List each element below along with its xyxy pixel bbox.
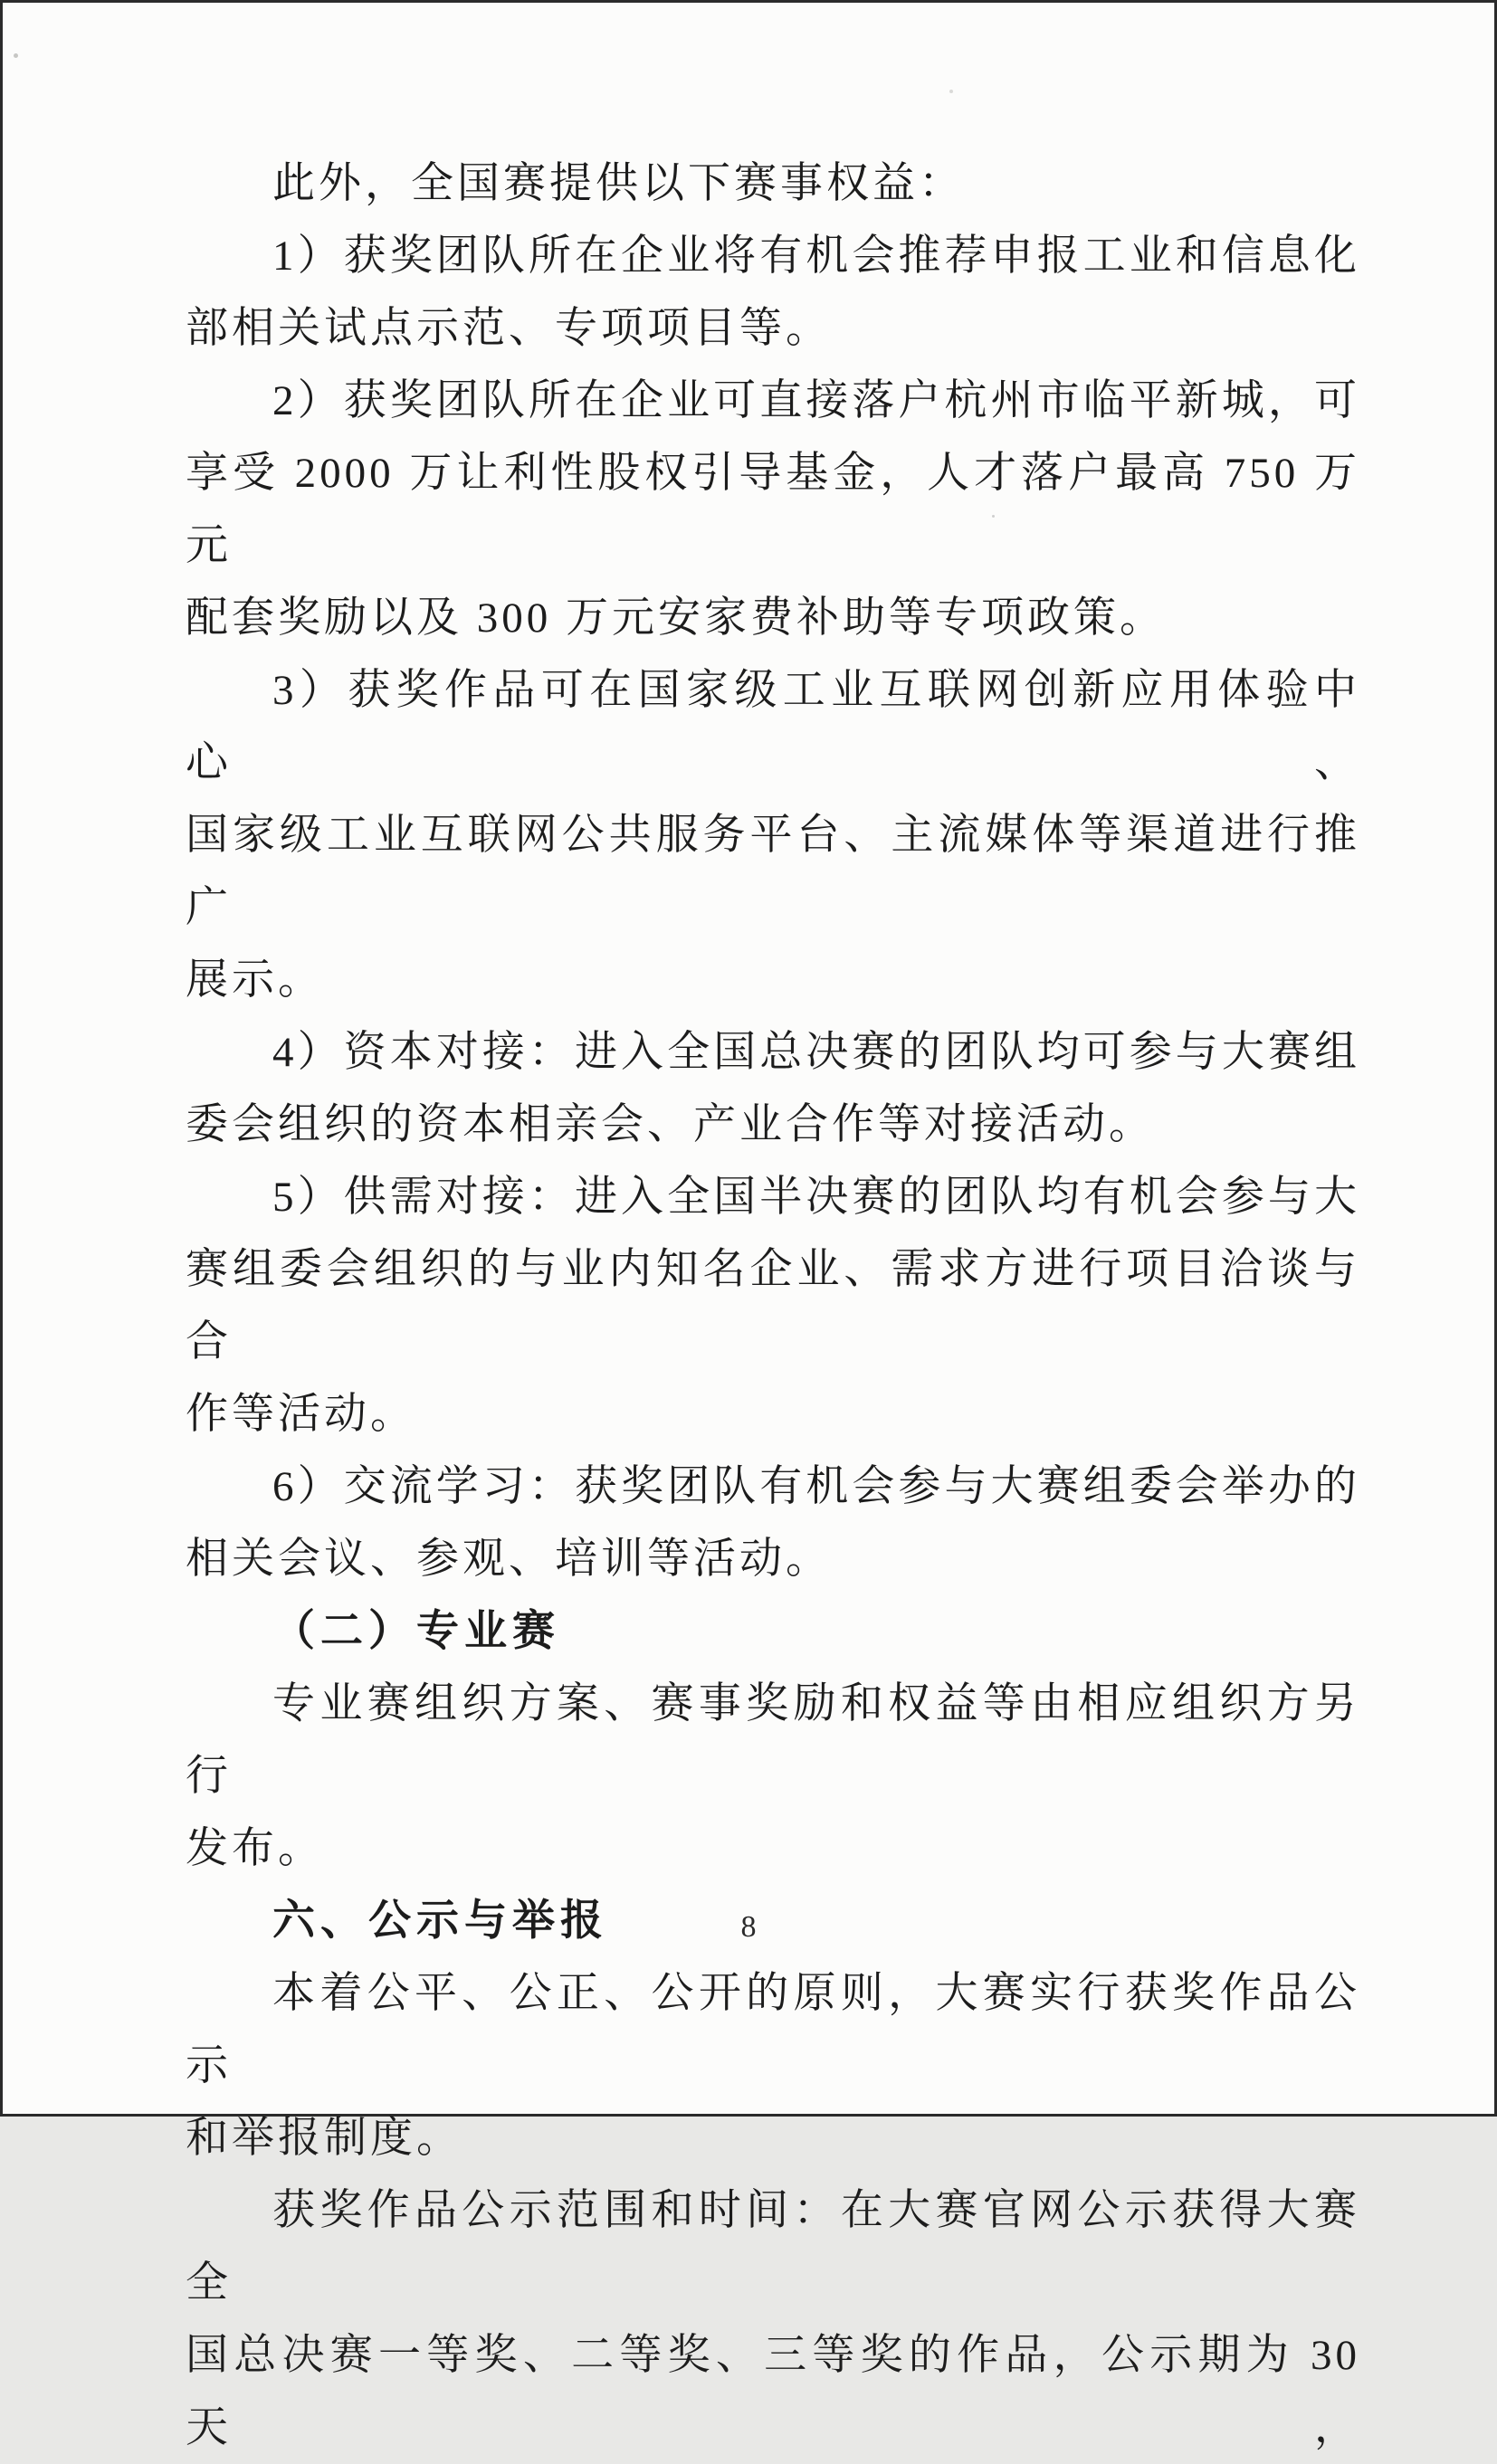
- benefit-item-5-line-3: 作等活动。: [186, 1391, 416, 1438]
- scan-speck: [949, 90, 953, 93]
- benefit-item-2-line-1: 2）获奖团队所在企业可直接落户杭州市临平新城，可: [272, 377, 1360, 424]
- benefit-item-2-line-3: 配套奖励以及 300 万元安家费补助等专项政策。: [186, 595, 1166, 642]
- publicity-principle-line-2: 和举报制度。: [186, 2115, 462, 2162]
- publicity-scope-line-1: 获奖作品公示范围和时间：在大赛官网公示获得大赛全: [186, 2187, 1360, 2307]
- benefit-item-5-line-1: 5）供需对接：进入全国半决赛的团队均有机会参与大: [272, 1174, 1360, 1221]
- benefit-item-5-line-2: 赛组委会组织的与业内知名企业、需求方进行项目洽谈与合: [186, 1246, 1360, 1365]
- benefit-item-3-line-2: 国家级工业互联网公共服务平台、主流媒体等渠道进行推广: [186, 812, 1360, 931]
- scan-speck: [14, 53, 18, 58]
- benefit-item-6-line-2: 相关会议、参观、培训等活动。: [186, 1536, 832, 1583]
- benefit-item-2-line-2: 享受 2000 万让利性股权引导基金，人才落户最高 750 万元: [186, 450, 1360, 569]
- benefit-item-3-line-3: 展示。: [186, 956, 324, 1004]
- page-number: 8: [740, 1910, 757, 1944]
- professional-competition-line-1: 专业赛组织方案、赛事奖励和权益等由相应组织方另行: [186, 1680, 1360, 1800]
- publicity-scope-line-2: 国总决赛一等奖、二等奖、三等奖的作品，公示期为 30 天，: [186, 2332, 1360, 2451]
- benefit-item-1-line-2: 部相关试点示范、专项项目等。: [186, 305, 832, 352]
- benefit-item-1-line-1: 1）获奖团队所在企业将有机会推荐申报工业和信息化: [272, 233, 1360, 280]
- document-body: [186, 147, 1360, 2464]
- benefit-item-3-line-1: 3）获奖作品可在国家级工业互联网创新应用体验中心、: [186, 667, 1360, 786]
- benefit-item-6-line-1: 6）交流学习：获奖团队有机会参与大赛组委会举办的: [272, 1463, 1360, 1510]
- section-heading-professional-competition: （二）专业赛: [272, 1608, 560, 1655]
- benefit-item-4-line-1: 4）资本对接：进入全国总决赛的团队均可参与大赛组: [272, 1029, 1360, 1076]
- paragraph-intro-benefits: 此外，全国赛提供以下赛事权益：: [272, 160, 965, 207]
- publicity-principle-line-1: 本着公平、公正、公开的原则，大赛实行获奖作品公示: [186, 1970, 1360, 2089]
- benefit-item-4-line-2: 委会组织的资本相亲会、产业合作等对接活动。: [186, 1101, 1155, 1148]
- section-heading-publicity-and-reporting: 六、公示与举报: [272, 1898, 608, 1945]
- professional-competition-line-2: 发布。: [186, 1825, 324, 1872]
